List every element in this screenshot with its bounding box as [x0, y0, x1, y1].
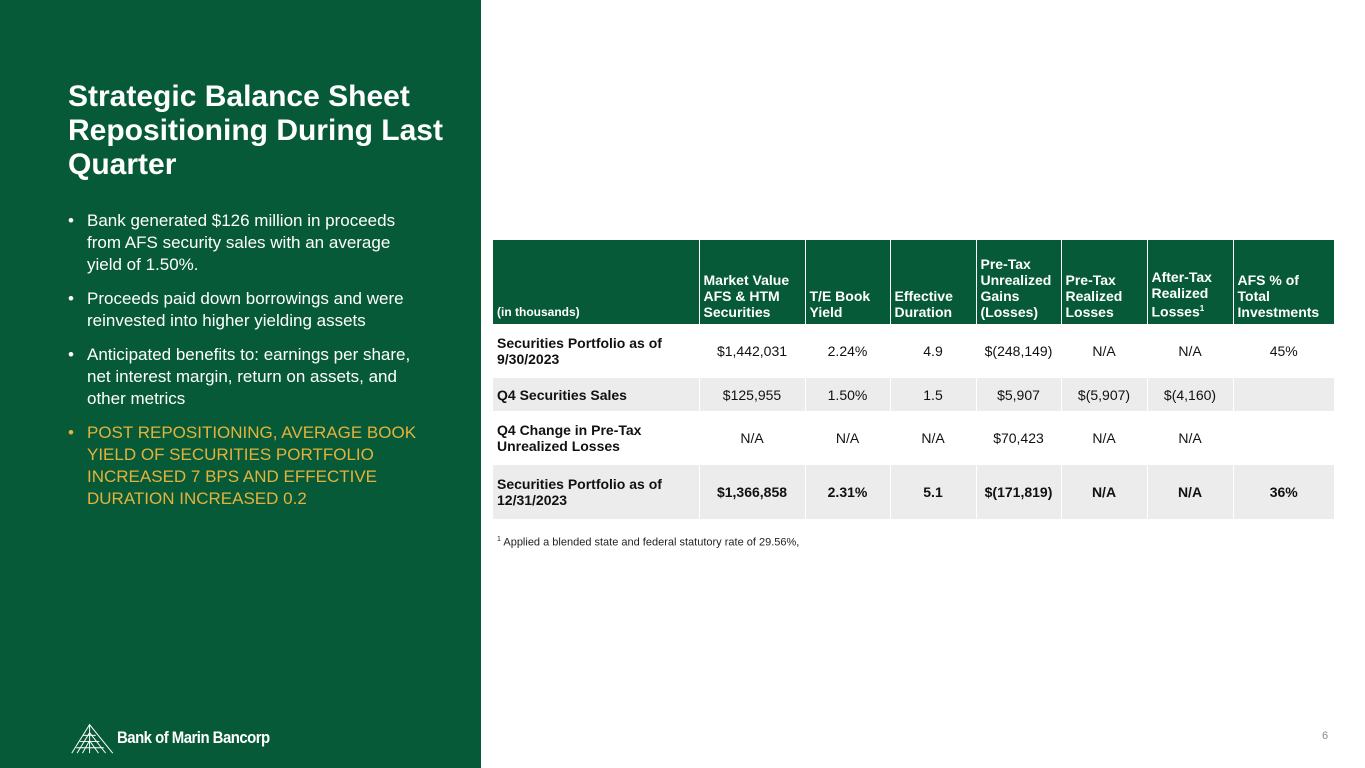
footnote [497, 536, 799, 549]
bullet-dot: • [68, 211, 74, 230]
table-row [493, 378, 1334, 411]
table-cell: $1,366,858 [699, 465, 805, 519]
left-panel [0, 0, 481, 768]
table-cell [1233, 411, 1334, 465]
bullet-item [68, 288, 428, 332]
column-header: Market Value AFS & HTM Securities [699, 240, 805, 324]
bullet-text: POST REPOSITIONING, AVERAGE BOOK YIELD OF SECURITIES PORTFOLIO INCREASED 7 BPS AND EFFECTIVE DURATION INCREASED 0.2 [87, 423, 417, 508]
bullet-text: Bank generated $126 million in proceeds from AFS security sales with an average yield of 1.50%. [87, 211, 396, 274]
row-label: Securities Portfolio as of 12/31/2023 [493, 465, 699, 519]
column-header: Pre-Tax Realized Losses [1061, 240, 1147, 324]
column-header-text: After-Tax Realized Losses [1151, 269, 1212, 320]
bullet-dot: • [68, 289, 74, 308]
table-row [493, 324, 1334, 378]
bullet-list [68, 210, 428, 522]
footnote-text: Applied a blended state and federal statutory rate of 29.56%, [503, 536, 800, 549]
table-row [493, 411, 1334, 465]
table-cell: 4.9 [890, 324, 976, 378]
table-cell: 45% [1269, 343, 1298, 359]
table-cell: 2.24% [805, 324, 890, 378]
column-header: T/E Book Yield [805, 240, 890, 324]
table-cell: N/A [890, 411, 976, 465]
table-cell: $(4,160) [1147, 378, 1233, 411]
table-cell: 5.1 [890, 465, 976, 519]
logo-text: Bank of Marin Bancorp [116, 728, 270, 747]
table-cell: $(171,819) [976, 465, 1061, 519]
footnote-marker: 1 [497, 536, 501, 543]
bullet-text: Anticipated benefits to: earnings per share, net interest margin, return on assets, and other metrics [87, 345, 411, 408]
table-cell: N/A [1147, 324, 1233, 378]
unit-label: (in thousands) [493, 240, 699, 324]
table-cell: N/A [805, 411, 890, 465]
table-cell: 36% [1233, 465, 1334, 519]
table-cell [1233, 378, 1334, 411]
table-cell: $1,442,031 [699, 324, 805, 378]
mountain-logo-icon [70, 719, 115, 757]
bank-logo [70, 718, 290, 758]
table-cell: $70,423 [976, 411, 1061, 465]
table-cell: 1.50% [805, 378, 890, 411]
row-label: Securities Portfolio as of 9/30/2023 [493, 324, 699, 378]
table-cell: N/A [1147, 465, 1233, 519]
row-label: Q4 Securities Sales [493, 378, 699, 411]
table-cell: $(248,149) [976, 324, 1061, 378]
page-title: Strategic Balance Sheet Repositioning During Last Quarter [68, 80, 443, 181]
table-cell: N/A [1061, 465, 1147, 519]
table-cell: N/A [1147, 411, 1233, 465]
table-cell: 1.5 [890, 378, 976, 411]
bullet-dot: • [68, 423, 74, 442]
column-header: Effective Duration [890, 240, 976, 324]
table-cell: $(5,907) [1061, 378, 1147, 411]
bullet-item-highlight [68, 422, 428, 510]
row-label: Q4 Change in Pre-Tax Unrealized Losses [493, 411, 699, 465]
table-cell: 2.31% [805, 465, 890, 519]
column-header: Pre-Tax Unrealized Gains (Losses) [976, 240, 1061, 324]
column-header: AFS % of Total Investments [1233, 240, 1334, 324]
bullet-item [68, 210, 428, 276]
bullet-dot: • [68, 345, 74, 364]
bullet-item [68, 344, 428, 410]
table-cell: N/A [1061, 324, 1147, 378]
table-row-total [493, 465, 1334, 519]
column-header [1147, 240, 1233, 324]
table-cell: N/A [1061, 411, 1147, 465]
table-header-row [493, 240, 1334, 324]
securities-table [493, 240, 1334, 519]
table-cell: $125,955 [699, 378, 805, 411]
bullet-text: Proceeds paid down borrowings and were reinvested into higher yielding assets [87, 289, 404, 330]
footnote-marker: 1 [1199, 304, 1205, 314]
page-number: 6 [1322, 730, 1329, 742]
table-cell: $5,907 [976, 378, 1061, 411]
table-cell: N/A [699, 411, 805, 465]
